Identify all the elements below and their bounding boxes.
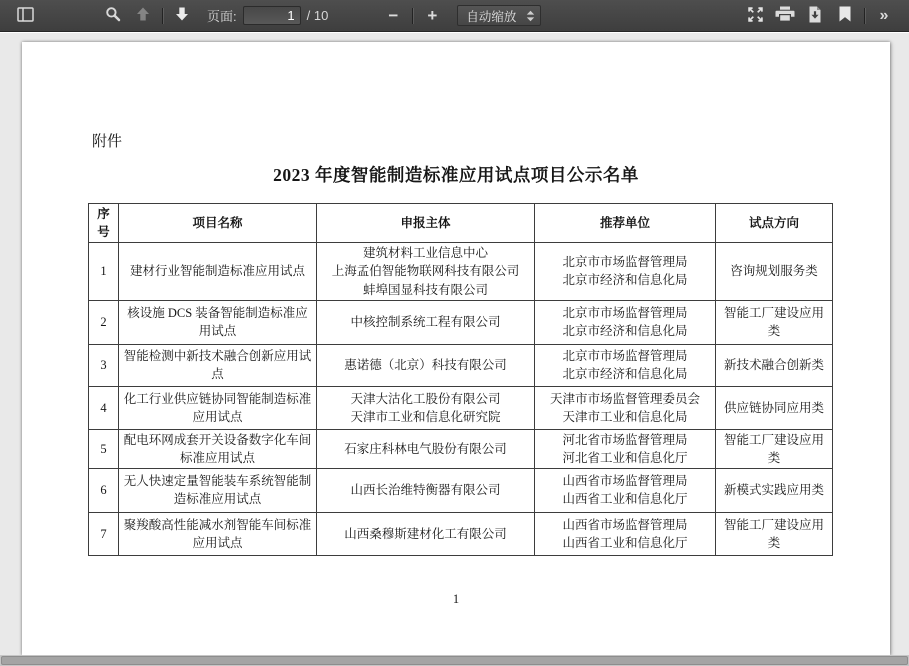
table-cell xyxy=(317,512,535,555)
page-number-label: 页面: xyxy=(207,9,237,24)
table-row xyxy=(89,344,833,386)
toolbar-separator xyxy=(162,8,163,24)
table-row xyxy=(89,386,833,429)
cell-line: 建筑材料工业信息中心 xyxy=(362,246,488,261)
table-row xyxy=(89,243,833,300)
table-cell xyxy=(317,243,535,300)
horizontal-scrollbar-thumb[interactable] xyxy=(1,656,908,665)
cell-line: 北京市经济和信息化局 xyxy=(562,273,688,288)
cell-line: 山西省市场监督管理局 xyxy=(562,474,688,489)
arrow-up-icon xyxy=(135,6,151,25)
cell-line: 中核控制系统工程有限公司 xyxy=(350,315,501,330)
up-down-caret-icon xyxy=(526,10,535,22)
table-cell: 7 xyxy=(89,512,119,555)
minus-icon: − xyxy=(388,6,399,25)
table-cell xyxy=(535,468,716,512)
sidebar-toggle-button[interactable] xyxy=(11,3,39,29)
page-count-label: / 10 xyxy=(306,8,329,23)
viewer-area xyxy=(0,33,909,655)
table-cell: 5 xyxy=(89,429,119,468)
cell-line: 北京市市场监督管理局 xyxy=(562,306,688,320)
double-chevron-icon: » xyxy=(879,6,889,24)
table-cell: 3 xyxy=(89,344,119,386)
table-cell: 智能工厂建设应用类 xyxy=(716,300,833,344)
table-cell: 核设施 DCS 装备智能制造标准应用试点 xyxy=(119,300,317,344)
cell-line: 天津市工业和信息化局 xyxy=(562,409,688,424)
cell-line: 石家庄科林电气股份有限公司 xyxy=(344,441,507,456)
toolbar-separator xyxy=(412,8,413,24)
table-cell xyxy=(535,386,716,429)
expand-icon xyxy=(747,6,764,26)
document-title: 2023 年度智能制造标准应用试点项目公示名单 xyxy=(273,165,639,185)
page-number-input[interactable] xyxy=(243,6,301,25)
cell-line: 河北省市场监督管理局 xyxy=(562,432,688,447)
table-cell xyxy=(535,512,716,555)
cell-line: 天津大沽化工股份有限公司 xyxy=(350,391,501,406)
bookmark-button[interactable] xyxy=(831,3,859,29)
page-footer-number: 1 xyxy=(452,592,460,606)
download-button[interactable] xyxy=(801,3,829,29)
cell-line: 山西长治维特衡器有限公司 xyxy=(350,483,501,498)
table-cell: 1 xyxy=(89,243,119,300)
table-cell: 新技术融合创新类 xyxy=(716,344,833,386)
cell-line: 北京市市场监督管理局 xyxy=(562,349,688,363)
more-tools-button[interactable] xyxy=(870,3,898,29)
cell-line: 北京市经济和信息化局 xyxy=(562,324,688,339)
table-cell: 建材行业智能制造标准应用试点 xyxy=(119,243,317,300)
table-cell xyxy=(317,468,535,512)
cell-line: 山西省工业和信息化厅 xyxy=(562,535,688,550)
next-page-button[interactable] xyxy=(168,3,196,29)
table-cell: 智能工厂建设应用类 xyxy=(716,512,833,555)
zoom-level-value: 自动缩放 xyxy=(466,9,517,24)
cell-line: 天津市市场监督管理委员会 xyxy=(549,391,700,406)
column-header: 申报主体 xyxy=(317,204,535,243)
cell-line: 蚌埠国显科技有限公司 xyxy=(362,282,488,297)
plus-icon: + xyxy=(427,6,438,25)
attachment-label: 附件 xyxy=(92,134,123,150)
table-cell xyxy=(317,429,535,468)
table-cell xyxy=(317,344,535,386)
arrow-down-icon xyxy=(174,6,190,25)
table-cell: 无人快速定量智能装车系统智能制造标准应用试点 xyxy=(119,468,317,512)
table-row xyxy=(89,300,833,344)
table-cell: 咨询规划服务类 xyxy=(716,243,833,300)
cell-line: 山西省市场监督管理局 xyxy=(562,517,688,532)
cell-line: 山西省工业和信息化厅 xyxy=(562,492,688,507)
column-header: 项目名称 xyxy=(119,204,317,243)
table-cell xyxy=(535,300,716,344)
table-cell: 聚羧酸高性能减水剂智能车间标准应用试点 xyxy=(119,512,317,555)
table-cell: 4 xyxy=(89,386,119,429)
print-button[interactable] xyxy=(771,3,799,29)
sidebar-toggle-icon xyxy=(17,7,34,25)
search-button[interactable] xyxy=(99,3,127,29)
table-cell: 化工行业供应链协同智能制造标准应用试点 xyxy=(119,386,317,429)
cell-line: 北京市市场监督管理局 xyxy=(562,255,688,270)
table-cell: 新模式实践应用类 xyxy=(716,468,833,512)
cell-line: 山西桑穆斯建材化工有限公司 xyxy=(344,526,507,541)
table-cell xyxy=(317,386,535,429)
table-cell: 6 xyxy=(89,468,119,512)
column-header: 试点方向 xyxy=(716,204,833,243)
column-header: 序号 xyxy=(89,204,119,243)
cell-line: 上海孟伯智能物联网科技有限公司 xyxy=(331,264,520,279)
pdf-page xyxy=(22,42,890,655)
cell-line: 惠诺德（北京）科技有限公司 xyxy=(344,358,507,373)
toolbar xyxy=(0,0,909,32)
cell-line: 河北省工业和信息化厅 xyxy=(562,450,688,465)
table-cell xyxy=(317,300,535,344)
table-header-row xyxy=(89,204,833,243)
search-icon xyxy=(105,6,121,25)
table-cell xyxy=(535,243,716,300)
cell-line: 北京市经济和信息化局 xyxy=(562,367,688,382)
column-header: 推荐单位 xyxy=(535,204,716,243)
table-cell: 2 xyxy=(89,300,119,344)
table-cell xyxy=(535,344,716,386)
previous-page-button[interactable] xyxy=(129,3,157,29)
printer-icon xyxy=(775,6,795,25)
download-icon xyxy=(807,6,823,26)
bookmark-icon xyxy=(839,6,851,25)
table-row xyxy=(89,468,833,512)
projects-table xyxy=(88,203,833,556)
zoom-in-button[interactable] xyxy=(418,3,446,29)
table-row xyxy=(89,429,833,468)
toolbar-separator xyxy=(864,8,865,24)
table-cell: 智能工厂建设应用类 xyxy=(716,429,833,468)
table-cell: 配电环网成套开关设备数字化车间标准应用试点 xyxy=(119,429,317,468)
cell-line: 天津市工业和信息化研究院 xyxy=(350,409,501,424)
table-cell: 智能检测中新技术融合创新应用试点 xyxy=(119,344,317,386)
zoom-level-select[interactable] xyxy=(457,5,541,26)
table-cell: 供应链协同应用类 xyxy=(716,386,833,429)
horizontal-scrollbar[interactable] xyxy=(0,655,909,666)
presentation-mode-button[interactable] xyxy=(741,3,769,29)
zoom-out-button[interactable] xyxy=(379,3,407,29)
table-row xyxy=(89,512,833,555)
table-cell xyxy=(535,429,716,468)
